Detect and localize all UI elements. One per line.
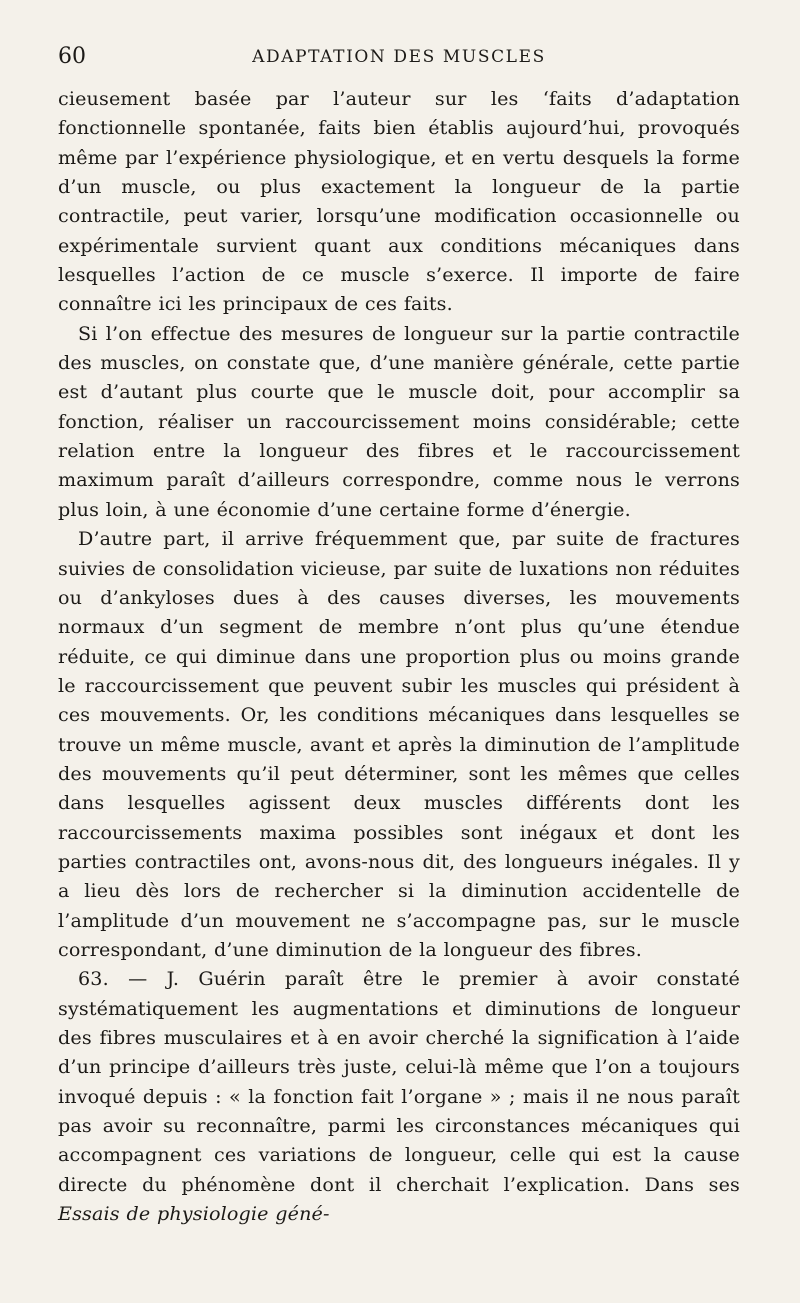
running-title: ADAPTATION DES MUSCLES: [252, 47, 546, 67]
body-text: [58, 84, 740, 1228]
paragraph-fractures: D’autre part, il arrive fréquemment que, par suite de fractures suivies de consolidation vicieuse, par suite de luxations non réduites ou d’ankyloses dues à des causes diverses, les mouvements normaux d’un segment de membre n’ont plus qu’une étendue réduite, ce qui diminue dans une proportion plus ou moins grande le raccourcissement que peuvent subir les muscles qui président à ces mouvements. Or, les conditions mécaniques dans lesquelles se trouve un même muscle, avant et après la diminution de l’amplitude des mouvements qu’il peut déterminer, sont les mêmes que celles dans lesquelles agissent deux muscles différents dont les raccourcissements maxima possibles sont inégaux et dont les parties contractiles ont, avons-nous dit, des longueurs inégales. Il y a lieu dès lors de rechercher si la diminution accidentelle de l’amplitude d’un mouvement ne s’accompagne pas, sur le muscle correspondant, d’une diminution de la longueur des fibres.: [58, 527, 740, 961]
book-title-italic: Essais de physiologie géné-: [58, 1202, 330, 1226]
paragraph-section-63-text: 63. — J. Guérin paraît être le premier à avoir constaté systématiquement les augmentations et diminutions de longueur des fibres musculaires et à en avoir cherché la signification à l’aide d’un principe d’ailleurs très juste, celui-là même que l’on a toujours invoqué depuis : « la fonction fait l’organe » ; mais il ne nous paraît pas avoir su reconnaître, parmi les circonstances mécaniques qui accompagnent ces variations de longueur, celle qui est la cause directe du phénomène dont il cherchait l’explication. Dans ses: [58, 967, 740, 1196]
paragraph-muscle-length: Si l’on effectue des mesures de longueur sur la partie contractile des muscles, on constate que, d’une manière générale, cette partie est d’autant plus courte que le muscle doit, pour accomplir sa fonction, réaliser un raccourcissement moins considérable; cette relation entre la longueur des fibres et le raccourcissement maximum paraît d’ailleurs correspondre, comme nous le verrons plus loin, à une économie d’une certaine forme d’énergie.: [58, 321, 740, 521]
running-head: [58, 44, 740, 80]
paragraph-section-63: [58, 964, 740, 1228]
paragraph-continuation: cieusement basée par l’auteur sur les ‘faits d’adaptation fonctionnelle spontanée, faits bien établis aujourd’hui, provoqués même par l’expérience physiologique, et en vertu desquels la forme d’un muscle, ou plus exactement la longueur de la partie contractile, peut varier, lorsqu’une modification occasionnelle ou expérimentale survient quant aux conditions mécaniques dans lesquelles l’action de ce muscle s’exerce. Il importe de faire connaître ici les principaux de ces faits.: [58, 87, 740, 316]
page-number: 60: [58, 44, 86, 69]
